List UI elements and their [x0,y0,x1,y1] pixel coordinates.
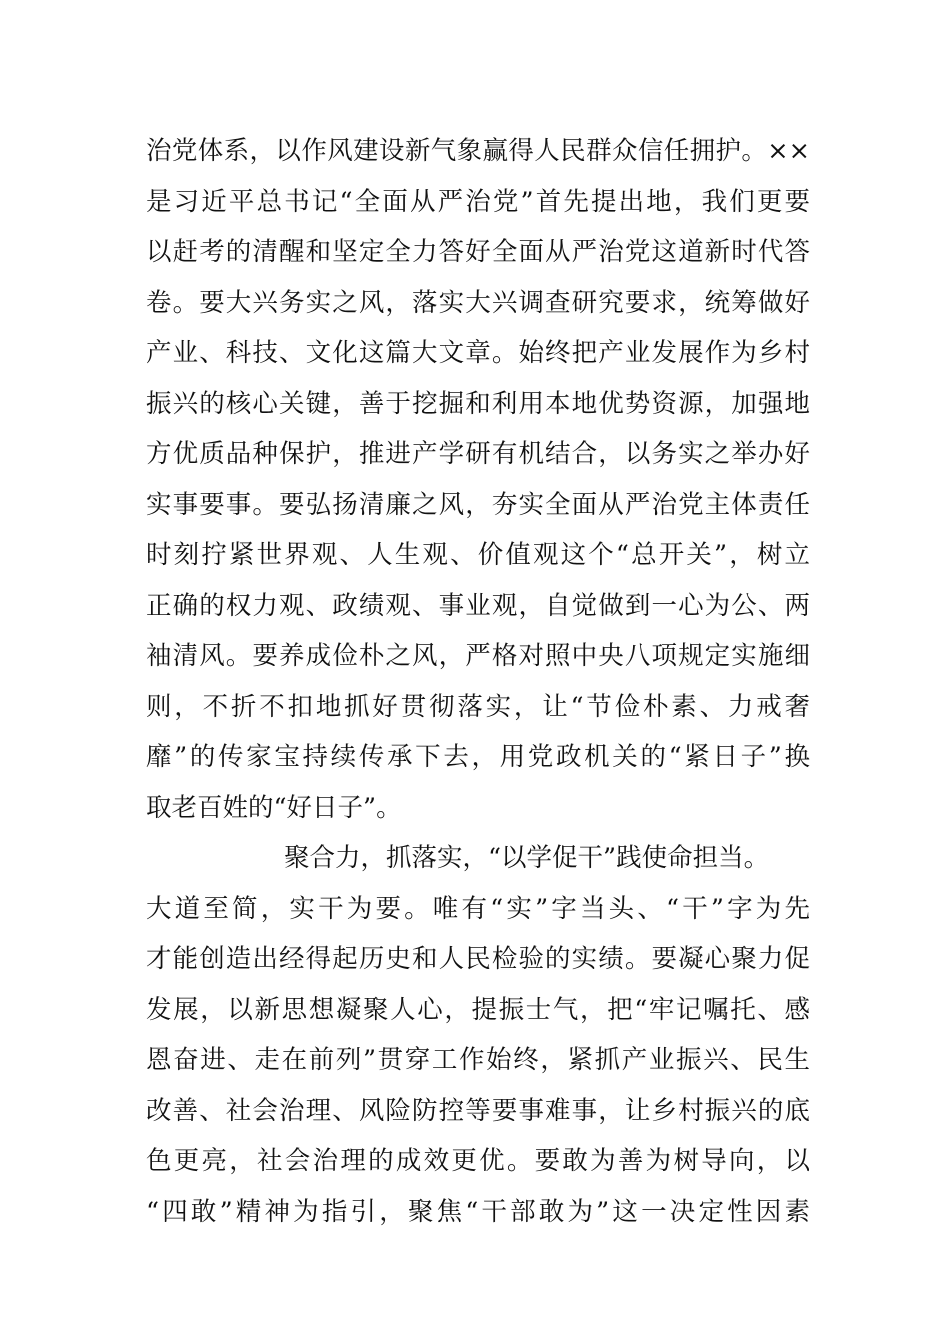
text-line: 袖清风。要养成俭朴之风，严格对照中央八项规定实施细 [146,641,810,671]
text-line: 则，不折不扣地抓好贯彻落实，让“节俭朴素、力戒奢 [146,691,810,722]
text-line: 卷。要大兴务实之风，落实大兴调查研究要求，统筹做好 [146,287,810,318]
text-line: 实事要事。要弘扬清廉之风，夯实全面从严治党主体责任 [146,489,810,520]
text-line: 靡”的传家宝持续传承下去，用党政机关的“紧日子”换 [146,742,810,772]
text-line: 方优质品种保护，推进产学研有机结合，以务实之举办好 [146,439,810,469]
text-line: 色更亮，社会治理的成效更优。要敢为善为树导向，以 [146,1146,810,1176]
text-line: 才能创造出经得起历史和人民检验的实绩。要凝心聚力促 [146,944,810,974]
text-line: 正确的权力观、政绩观、事业观，自觉做到一心为公、两 [146,590,810,621]
text-line: 改善、社会治理、风险防控等要事难事，让乡村振兴的底 [146,1095,810,1126]
body-text [146,126,810,1237]
text-line: 是习近平总书记“全面从严治党”首先提出地，我们更要 [146,186,810,217]
text-line: “四敢”精神为指引，聚焦“干部敢为”这一决定性因素 [146,1196,810,1227]
paragraph-heading: 聚合力，抓落实，“以学促干”践使命担当。 [284,843,770,873]
text-line: 取老百姓的“好日子”。 [146,792,402,823]
text-line: 发展，以新思想凝聚人心，提振士气，把“牢记嘱托、感 [146,994,810,1025]
text-line: 产业、科技、文化这篇大文章。始终把产业发展作为乡村 [146,338,810,368]
text-line: 恩奋进、走在前列”贯穿工作始终，紧抓产业振兴、民生 [146,1045,810,1075]
text-line: 以赶考的清醒和坚定全力答好全面从严治党这道新时代答 [146,237,810,267]
text-line: 治党体系，以作风建设新气象赢得人民群众信任拥护。×× [146,136,810,166]
text-line: 大道至简，实干为要。唯有“实”字当头、“干”字为先 [146,893,810,924]
text-line: 时刻拧紧世界观、人生观、价值观这个“总开关”，树立 [146,540,810,570]
text-line: 振兴的核心关键，善于挖掘和利用本地优势资源，加强地 [146,388,810,419]
